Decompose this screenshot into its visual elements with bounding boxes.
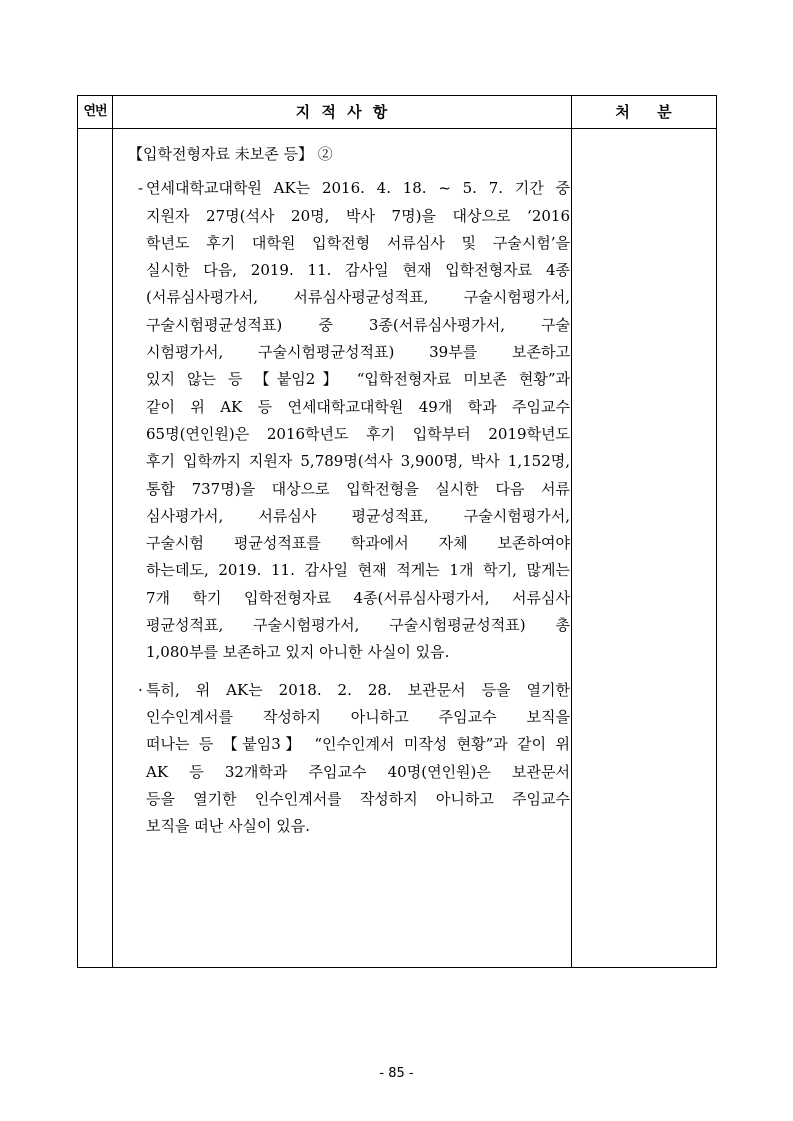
- finding-paragraph-1: [118, 175, 570, 666]
- header-findings: 지 적 사 항: [295, 103, 388, 121]
- finding-paragraph-2: [118, 677, 570, 841]
- text-line: 심사평가서, 서류심사 평균성적표, 구술시험평가서,: [146, 506, 570, 525]
- text-line: 평균성적표, 구술시험평가서, 구술시험평균성적표) 총: [146, 616, 570, 635]
- header-serial-number: 연번: [83, 104, 107, 119]
- findings-content: [118, 141, 570, 840]
- audit-table: [77, 95, 717, 968]
- dash-marker: -: [138, 179, 144, 198]
- text-line: 보직을 떠난 사실이 있음.: [146, 817, 310, 836]
- text-line: 구술시험평균성적표) 중 3종(서류심사평가서, 구술: [146, 315, 570, 334]
- text-line: 지원자 27명(석사 20명, 박사 7명)을 대상으로 ‘2016: [146, 206, 570, 225]
- text-line: 시험평가서, 구술시험평균성적표) 39부를 보존하고: [146, 343, 570, 362]
- text-line: (서류심사평가서, 서류심사평균성적표, 구술시험평가서,: [146, 288, 570, 307]
- text-line: 7개 학기 입학전형자료 4종(서류심사평가서, 서류심사: [146, 588, 570, 607]
- text-line: 등을 열기한 인수인계서를 작성하지 아니하고 주임교수: [146, 789, 570, 808]
- bullet-marker: ·: [138, 680, 143, 699]
- text-line: 있지 않는 등 【붙임2】 “입학전형자료 미보존 현황”과: [146, 370, 570, 389]
- text-line: 인수인계서를 작성하지 아니하고 주임교수 보직을: [146, 707, 570, 726]
- text-line: 후기 입학까지 지원자 5,789명(석사 3,900명, 박사 1,152명,: [146, 452, 570, 471]
- text-line: 하는데도, 2019. 11. 감사일 현재 적게는 1개 학기, 많게는: [146, 561, 570, 580]
- text-line: 1,080부를 보존하고 있지 아니한 사실이 있음.: [146, 643, 450, 662]
- text-line: 학년도 후기 대학원 입학전형 서류심사 및 구술시험’을: [146, 233, 570, 252]
- page-number: - 85 -: [379, 1066, 414, 1081]
- text-line: 떠나는 등 【붙임3】 “인수인계서 미작성 현황”과 같이 위: [146, 735, 570, 754]
- text-line: AK 등 32개학과 주임교수 40명(연인원)은 보관문서: [146, 762, 570, 781]
- paragraph-gap: [118, 667, 570, 677]
- text-line: 특히, 위 AK는 2018. 2. 28. 보관문서 등을 열기한: [146, 680, 570, 699]
- column-divider-no: [112, 96, 113, 967]
- text-line: 실시한 다음, 2019. 11. 감사일 현재 입학전형자료 4종: [146, 261, 570, 280]
- section-title: 【입학전형자료 未보존 등】 ②: [128, 145, 333, 163]
- text-line: 연세대학교대학원 AK는 2016. 4. 18. ~ 5. 7. 기간 중: [146, 179, 570, 198]
- text-line: 통합 737명)을 대상으로 입학전형을 실시한 다음 서류: [146, 479, 570, 498]
- text-line: 구술시험 평균성적표를 학과에서 자체 보존하여야: [146, 534, 570, 553]
- text-line: 65명(연인원)은 2016학년도 후기 입학부터 2019학년도: [146, 424, 570, 443]
- header-disposition: 처 분: [615, 103, 672, 121]
- text-line: 같이 위 AK 등 연세대학교대학원 49개 학과 주임교수: [146, 397, 570, 416]
- table-header-row: [78, 96, 716, 129]
- column-divider-action: [571, 96, 572, 967]
